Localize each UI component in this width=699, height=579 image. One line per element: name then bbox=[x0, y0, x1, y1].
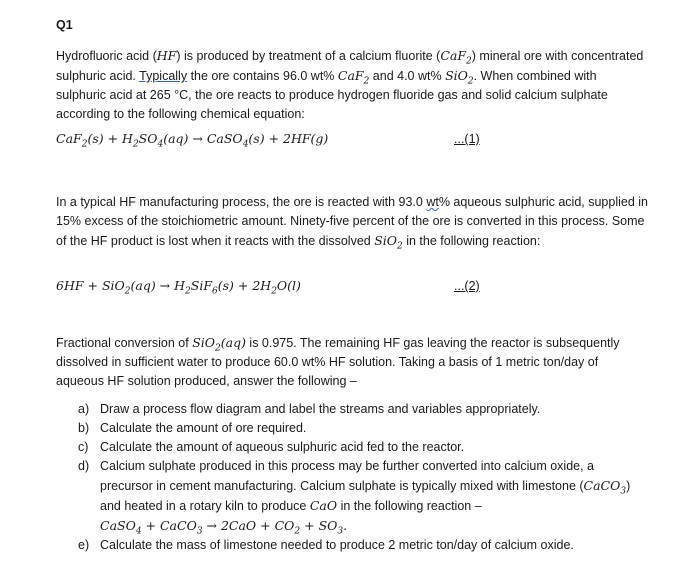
list-item: b) Calculate the amount of ore required. bbox=[78, 421, 307, 435]
list-item: a) Draw a process flow diagram and label the streams and variables appropriately. bbox=[78, 402, 541, 416]
equation-2: $6HF + SiO_2(aq) \to H_2SiF_6(s) + 2H_2O(l)$ bbox=[56, 278, 301, 297]
question-list bbox=[78, 400, 648, 555]
list-item: d) Calcium sulphate produced in this process may be further converted into calcium oxide, a precursor in cement manufacturing. Calcium sulphate is typically mixed with limestone (CaCO$_3$) and heated in a rotary kiln to produce CaO in the following reaction – CaSO$_4$ + CaCO$_3$ → $2CaO + CO_2 + SO_3$. bbox=[78, 459, 631, 537]
intro-paragraph: Hydrofluoric acid (HF) is produced by treatment of a calcium fluorite (CaF$_2$) mineral ore with concentrated sulphuric acid. Typically the ore contains 96.0 wt% CaF$_2$ and 4.0 wt% SiO$_2$. When combined with sulphuric acid at 265 °C, the ore reacts to produce hydrogen fluoride gas and solid calcium sulphate according to the following chemical equation: bbox=[56, 48, 644, 121]
kiln-reaction: CaSO$_4$ + CaCO$_3$ → $2CaO + CO_2 + SO_3$. bbox=[100, 518, 348, 537]
list-item: c) Calculate the amount of aqueous sulphuric acid fed to the reactor. bbox=[78, 440, 465, 454]
list-item: e) Calculate the mass of limestone needed to produce 2 metric ton/day of calcium oxide. bbox=[78, 538, 574, 552]
process-paragraph: In a typical HF manufacturing process, the ore is reacted with 93.0 wt% aqueous sulphuric acid, supplied in 15% excess of the stoichiometric amount. Ninety-five percent of the ore is converted in this process. Some of the HF product is lost when it reacts with the dissolved SiO$_2$ in the following reaction: bbox=[56, 195, 648, 252]
basis-paragraph: Fractional conversion of SiO$_2$(aq) is 0.975. The remaining HF gas leaving the reactor is subsequently dissolved in sufficient water to produce 60.0 wt% HF solution. Taking a basis of 1 metric ton/day of aqueous HF solution produced, answer the following – bbox=[56, 335, 620, 388]
equation-1: $CaF_2(s) + H_2SO_4(aq)$ → CaSO$_4$(s) + 2HF(g) bbox=[56, 131, 329, 150]
equation-2-ref: ...(2) bbox=[454, 279, 480, 293]
question-title: Q1 bbox=[56, 18, 73, 32]
equation-1-ref: ...(1) bbox=[454, 132, 480, 146]
